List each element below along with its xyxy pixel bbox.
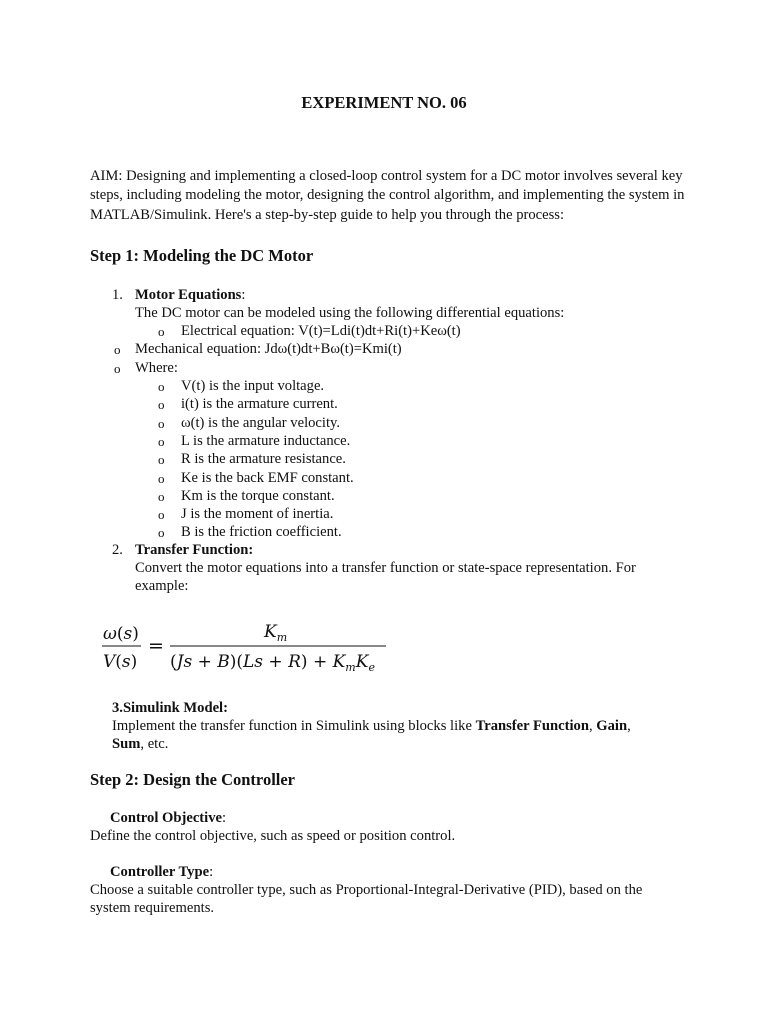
definition-bullet: o [158,452,165,467]
item1-label: Motor Equations [135,287,242,303]
bullet-where: o [114,361,121,376]
definition-item: i(t) is the armature current. [181,396,338,412]
item1-number: 1. [112,287,123,303]
definition-bullet: o [158,416,165,431]
electrical-equation: Electrical equation: V(t)=Ldi(t)dt+Ri(t)+Keω(t) [181,323,461,339]
control-objective-title [110,809,226,827]
item2-text-line1: Convert the motor equations into a transfer function or state-space representation. For [135,560,636,576]
transfer-function-formula [98,615,398,677]
item2-text-line2: example: [135,578,189,594]
aim-paragraph: AIM: Designing and implementing a closed-loop control system for a DC motor involves several key steps, including modeling the motor, designing the control algorithm, and implementing the system in MATLAB/Simulink. Here's a step-by-step guide to help you through the process: [90,168,685,223]
item3-bold-transfer-function: Transfer Function [475,718,589,734]
item3-bold-sum: Sum [112,736,141,752]
controller-type-text-line2: system requirements. [90,900,215,916]
definition-item: Km is the torque constant. [181,488,335,504]
bullet-electrical: o [158,324,165,339]
item2-label: Transfer Function: [135,542,254,558]
item3-sep2: , [627,718,631,734]
controller-type-text-line1: Choose a suitable controller type, such as Proportional-Integral-Derivative (PID), based on the [90,882,643,898]
bullet-mechanical: o [114,342,121,357]
item3-text-line2 [112,735,168,753]
control-objective-colon: : [222,810,227,826]
definition-bullet: o [158,489,165,504]
mechanical-equation: Mechanical equation: Jdω(t)dt+Bω(t)=Kmi(t) [135,341,402,357]
control-objective-text: Define the control objective, such as speed or position control. [90,828,456,844]
definition-item: B is the friction coefficient. [181,524,342,540]
item3-label: 3.Simulink Model: [112,700,228,716]
controller-type-title [110,863,213,881]
definition-bullet: o [158,525,165,540]
definition-bullet: o [158,434,165,449]
item3-sep1: , [588,718,597,734]
item1-intro: The DC motor can be modeled using the following differential equations: [135,305,565,321]
step2-heading: Step 2: Design the Controller [90,770,296,789]
definition-bullet: o [158,471,165,486]
definition-bullet: o [158,379,165,394]
control-objective-label: Control Objective [110,810,222,826]
definition-item: R is the armature resistance. [181,451,346,467]
item2-number: 2. [112,542,123,558]
definition-item: ω(t) is the angular velocity. [181,415,341,431]
definition-item: Ke is the back EMF constant. [181,470,354,486]
item3-pre: Implement the transfer function in Simulink using blocks like [112,718,476,734]
definition-item: V(t) is the input voltage. [181,378,325,394]
controller-type-colon: : [209,864,214,880]
item3-bold-gain: Gain [596,718,628,734]
where-label: Where: [135,360,178,376]
controller-type-label: Controller Type [110,864,210,880]
item1-title [135,286,245,304]
definition-item: L is the armature inductance. [181,433,351,449]
item3-post: , etc. [140,736,169,752]
lhs-numerator: ω(s) [103,624,139,644]
rhs-denominator: $(Js + B)(Ls + R) + K_mK_e$ [170,652,375,674]
lhs-denominator: V(s) [103,652,138,672]
definition-item: J is the moment of inertia. [181,506,334,522]
step1-heading: Step 1: Modeling the DC Motor [90,246,314,265]
item3-text-line1 [112,717,631,735]
rhs-numerator: $K_m$ [264,622,288,644]
definition-bullet: o [158,397,165,412]
item1-colon: : [241,287,246,303]
equals-sign: = [148,635,164,657]
page-title: EXPERIMENT NO. 06 [301,93,467,112]
definition-bullet: o [158,507,165,522]
